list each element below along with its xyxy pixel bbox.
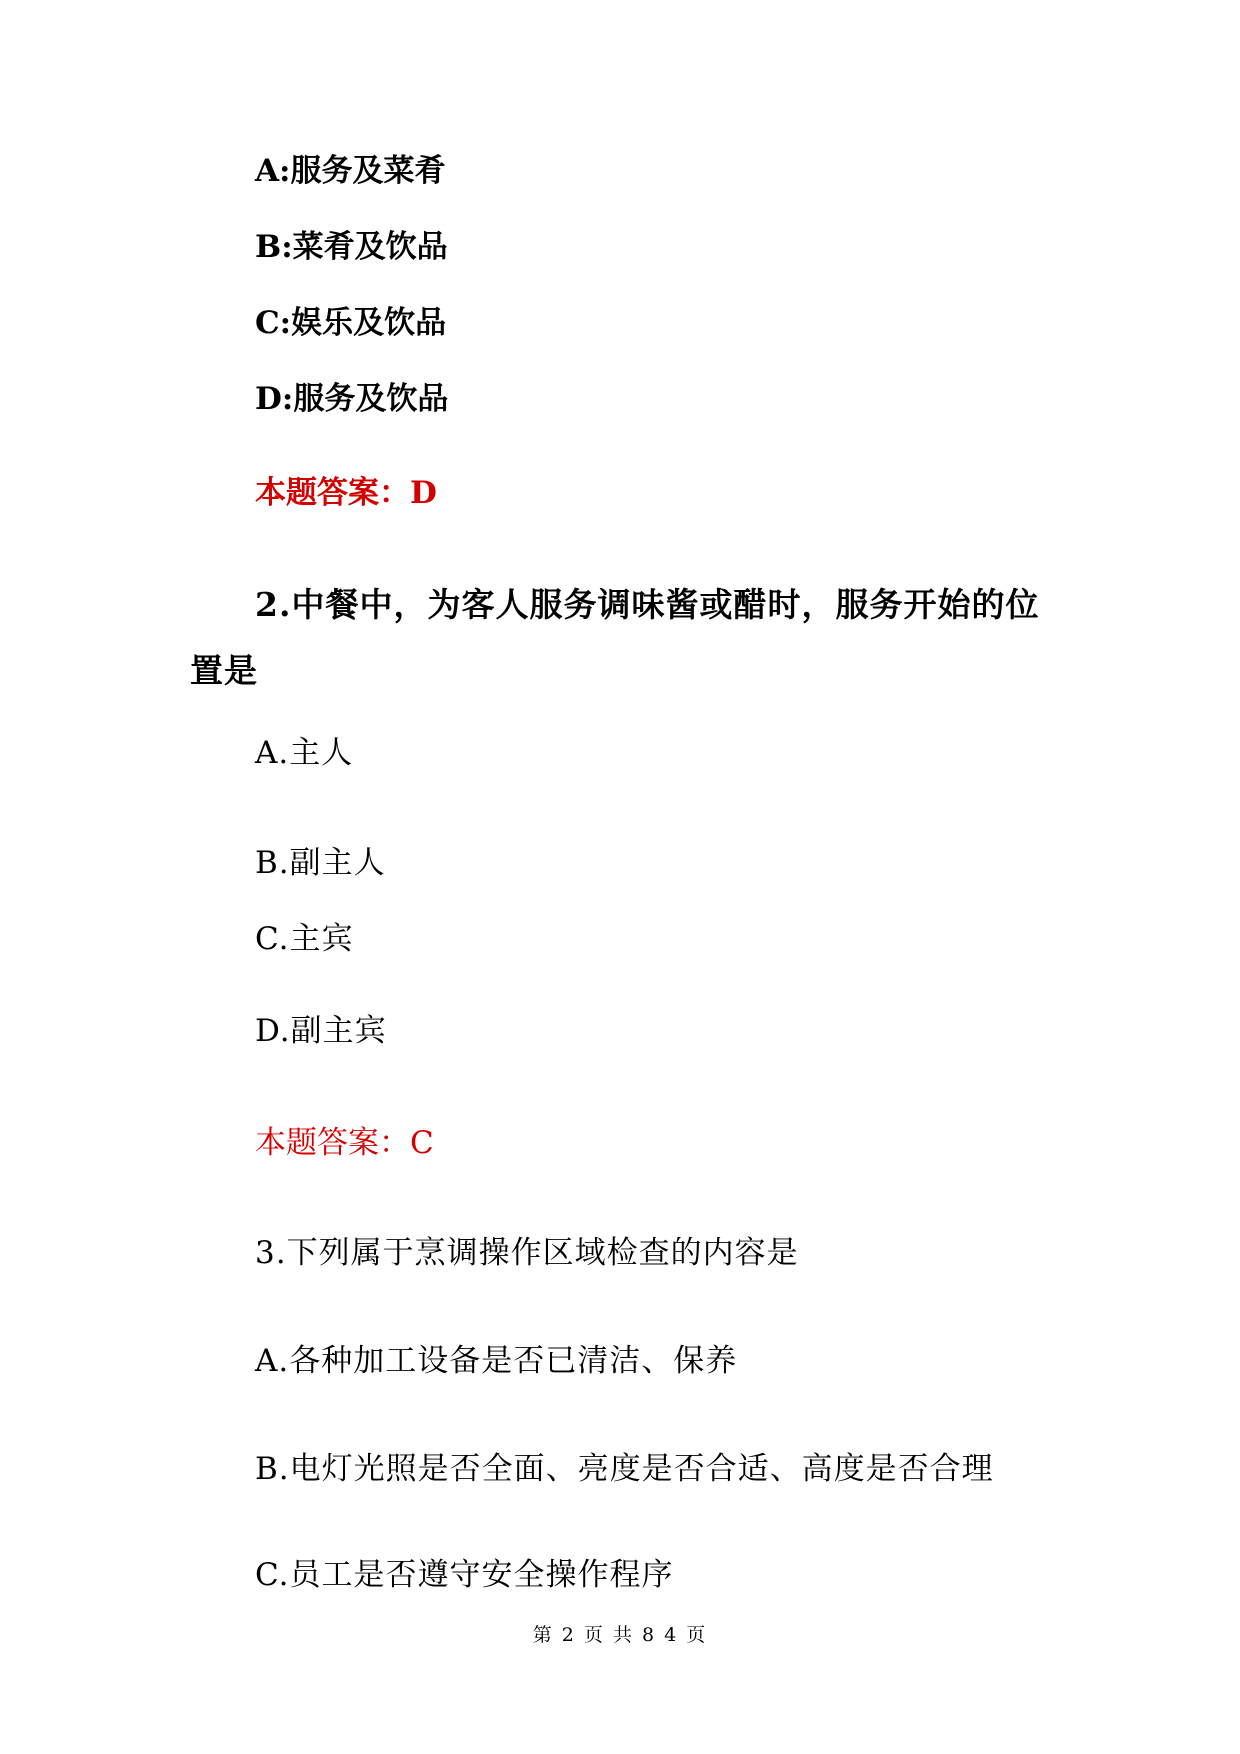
page-footer: 第 2 页 共 8 4 页	[532, 1624, 708, 1646]
q2-option-a: A.主人	[255, 735, 354, 771]
q1-option-a: A:服务及菜肴	[255, 153, 446, 189]
q2-question-line2: 置是	[190, 651, 258, 690]
q1-option-c: C:娱乐及饮品	[255, 305, 447, 341]
q3-option-a: A.各种加工设备是否已清洁、保养	[255, 1343, 738, 1379]
q2-answer: 本题答案：C	[255, 1125, 434, 1161]
q2-question-line1: 2.中餐中，为客人服务调味酱或醋时，服务开始的位	[255, 585, 1040, 624]
q3-question: 3.下列属于烹调操作区域检查的内容是	[255, 1235, 799, 1271]
q1-answer: 本题答案：D	[255, 475, 437, 511]
q3-option-c: C.员工是否遵守安全操作程序	[255, 1557, 674, 1593]
q2-option-c: C.主宾	[255, 921, 354, 957]
q1-option-b: B:菜肴及饮品	[255, 229, 448, 265]
q1-option-d: D:服务及饮品	[255, 381, 449, 417]
q2-option-b: B.副主人	[255, 845, 386, 881]
q3-option-b: B.电灯光照是否全面、亮度是否合适、高度是否合理	[255, 1451, 994, 1487]
q2-option-d: D.副主宾	[255, 1013, 387, 1049]
